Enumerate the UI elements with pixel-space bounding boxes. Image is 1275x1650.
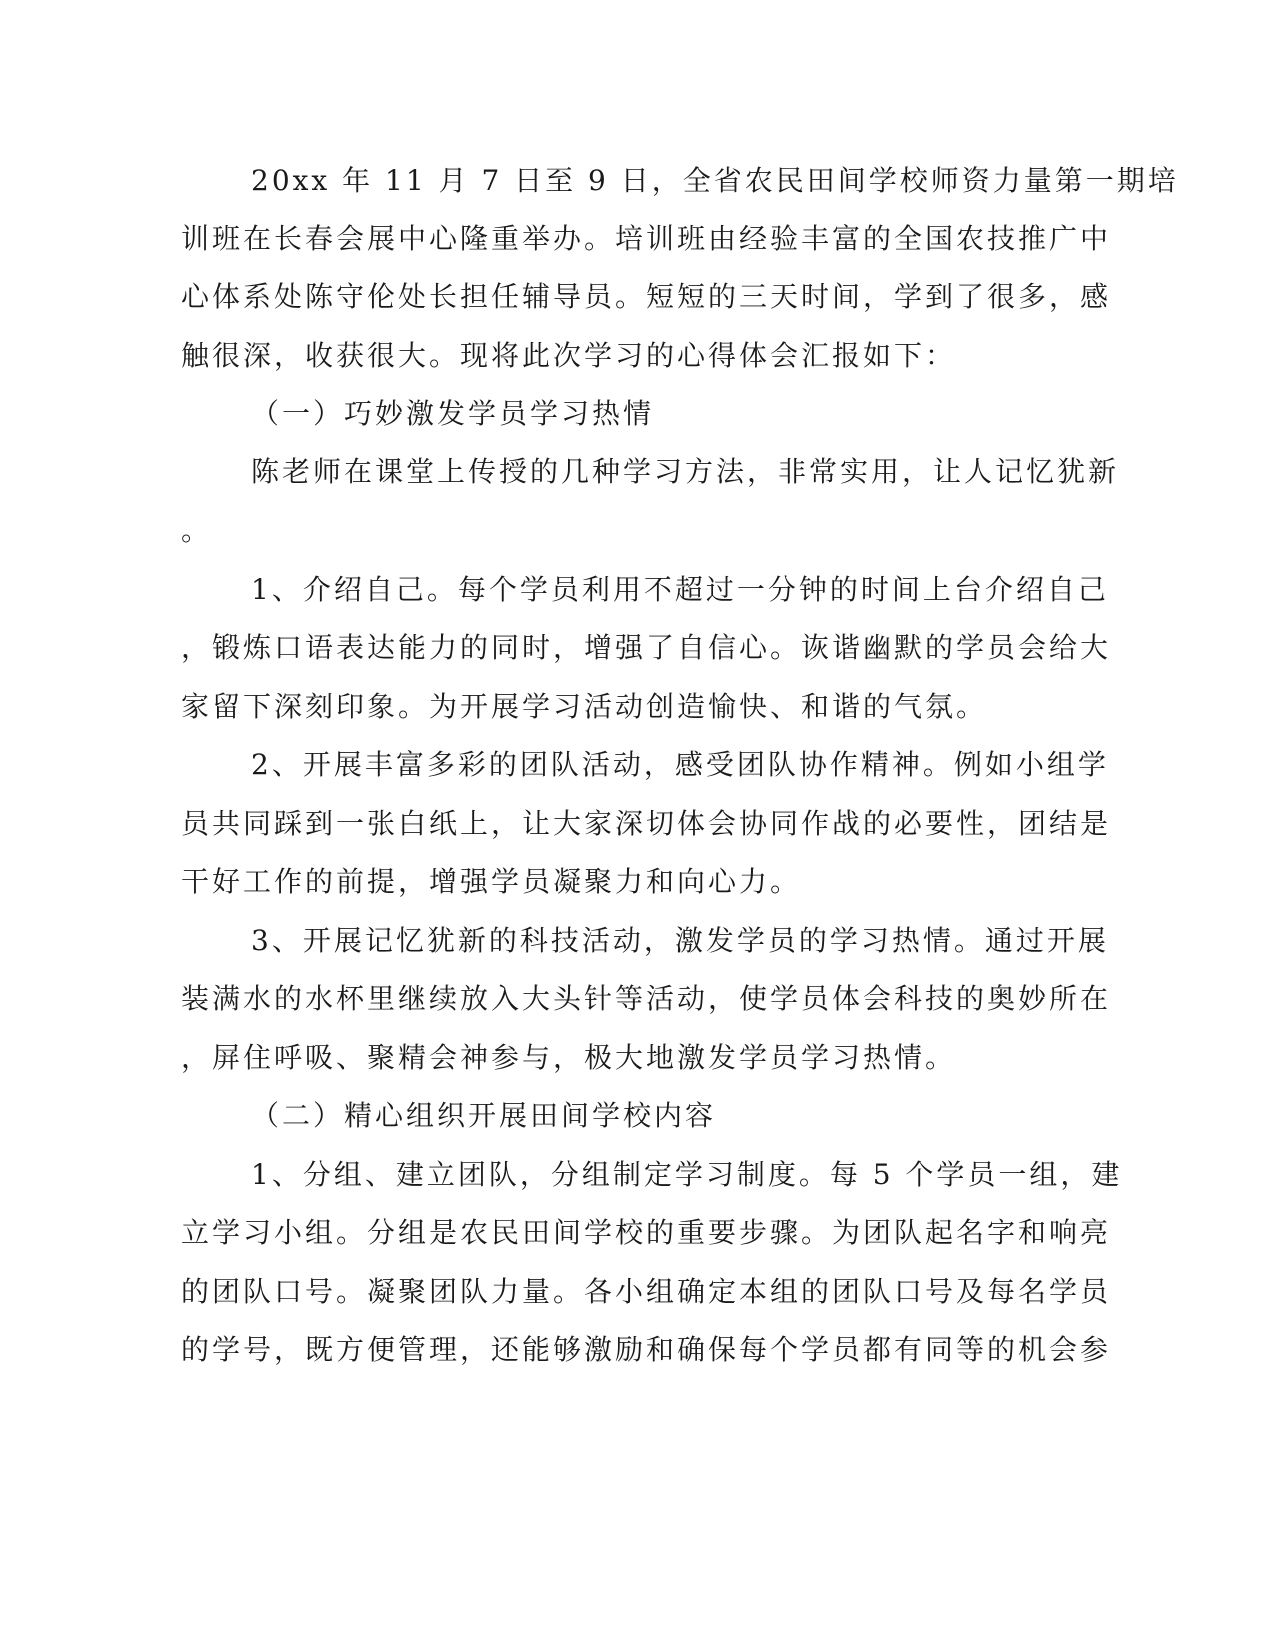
- paragraph-line: 2、开展丰富多彩的团队活动，感受团队协作精神。例如小组学: [251, 748, 1109, 781]
- section-heading: （二）精心组织开展田间学校内容: [251, 1099, 717, 1132]
- section-heading: （一）巧妙激发学员学习热情: [251, 397, 655, 430]
- paragraph-line: 心体系处陈守伦处长担任辅导员。短短的三天时间，学到了很多，感: [181, 280, 1112, 313]
- paragraph-line: 。: [181, 514, 213, 547]
- paragraph-line: 立学习小组。分组是农民田间学校的重要步骤。为团队起名字和响亮: [181, 1216, 1112, 1249]
- paragraph-line: 3、开展记忆犹新的科技活动，激发学员的学习热情。通过开展: [251, 924, 1109, 957]
- paragraph-line: 家留下深刻印象。为开展学习活动创造愉快、和谐的气氛。: [181, 690, 988, 723]
- paragraph-line: 20xx 年 11 月 7 日至 9 日，全省农民田间学校师资力量第一期培: [251, 164, 1179, 197]
- paragraph-line: 装满水的水杯里继续放入大头针等活动，使学员体会科技的奥妙所在: [181, 982, 1112, 1015]
- paragraph-line: 干好工作的前提，增强学员凝聚力和向心力。: [181, 865, 802, 898]
- paragraph-line: 触很深，收获很大。现将此次学习的心得体会汇报如下：: [181, 339, 957, 372]
- paragraph-line: 的团队口号。凝聚团队力量。各小组确定本组的团队口号及每名学员: [181, 1275, 1112, 1308]
- paragraph-line: ，锻炼口语表达能力的同时，增强了自信心。诙谐幽默的学员会给大: [181, 631, 1112, 664]
- paragraph-line: 的学号，既方便管理，还能够激励和确保每个学员都有同等的机会参: [181, 1333, 1112, 1366]
- paragraph-line: ，屏住呼吸、聚精会神参与，极大地激发学员学习热情。: [181, 1041, 957, 1074]
- paragraph-line: 1、介绍自己。每个学员利用不超过一分钟的时间上台介绍自己: [251, 573, 1109, 606]
- paragraph-line: 训班在长春会展中心隆重举办。培训班由经验丰富的全国农技推广中: [181, 222, 1112, 255]
- paragraph-line: 员共同踩到一张白纸上，让大家深切体会协同作战的必要性，团结是: [181, 807, 1112, 840]
- paragraph-line: 陈老师在课堂上传授的几种学习方法，非常实用，让人记忆犹新: [251, 455, 1120, 488]
- paragraph-line: 1、分组、建立团队，分组制定学习制度。每 5 个学员一组，建: [251, 1158, 1123, 1191]
